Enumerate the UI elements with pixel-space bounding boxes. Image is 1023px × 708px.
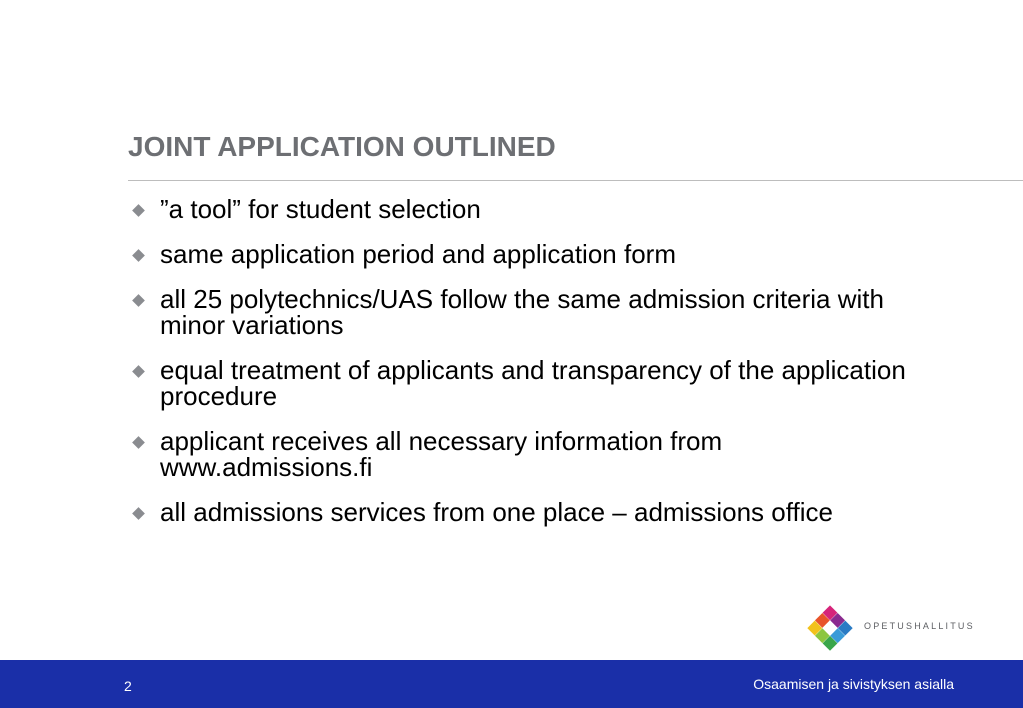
diamond-bullet-icon xyxy=(132,436,145,449)
bullet-text: same application period and application form xyxy=(160,239,676,269)
diamond-bullet-icon xyxy=(132,365,145,378)
bullet-text: all 25 polytechnics/UAS follow the same admission criteria with minor variations xyxy=(160,284,884,340)
bullet-text: all admissions services from one place – admissions office xyxy=(160,497,833,527)
bullet-item xyxy=(130,428,910,480)
bullet-text: applicant receives all necessary information from www.admissions.fi xyxy=(160,426,723,482)
bullet-item xyxy=(130,196,910,222)
logo-text: OPETUSHALLITUS xyxy=(864,621,975,631)
bullet-list xyxy=(130,196,910,544)
diamond-bullet-icon xyxy=(132,204,145,217)
bullet-item xyxy=(130,241,910,267)
footer-tagline: Osaamisen ja sivistyksen asialla xyxy=(753,676,954,692)
title-divider xyxy=(128,180,1023,181)
page-number: 2 xyxy=(124,678,132,694)
diamond-bullet-icon xyxy=(132,294,145,307)
footer-bar xyxy=(0,660,1023,708)
slide-title: JOINT APPLICATION OUTLINED xyxy=(128,131,556,162)
bullet-item xyxy=(130,357,910,409)
opetushallitus-logo xyxy=(806,604,975,652)
diamond-bullet-icon xyxy=(132,507,145,520)
bullet-text: ”a tool” for student selection xyxy=(160,194,481,224)
diamond-bullet-icon xyxy=(132,249,145,262)
bullet-item xyxy=(130,286,910,338)
bullet-item xyxy=(130,499,910,525)
diamond-logo-icon xyxy=(806,604,854,652)
bullet-text: equal treatment of applicants and transparency of the application procedure xyxy=(160,355,906,411)
